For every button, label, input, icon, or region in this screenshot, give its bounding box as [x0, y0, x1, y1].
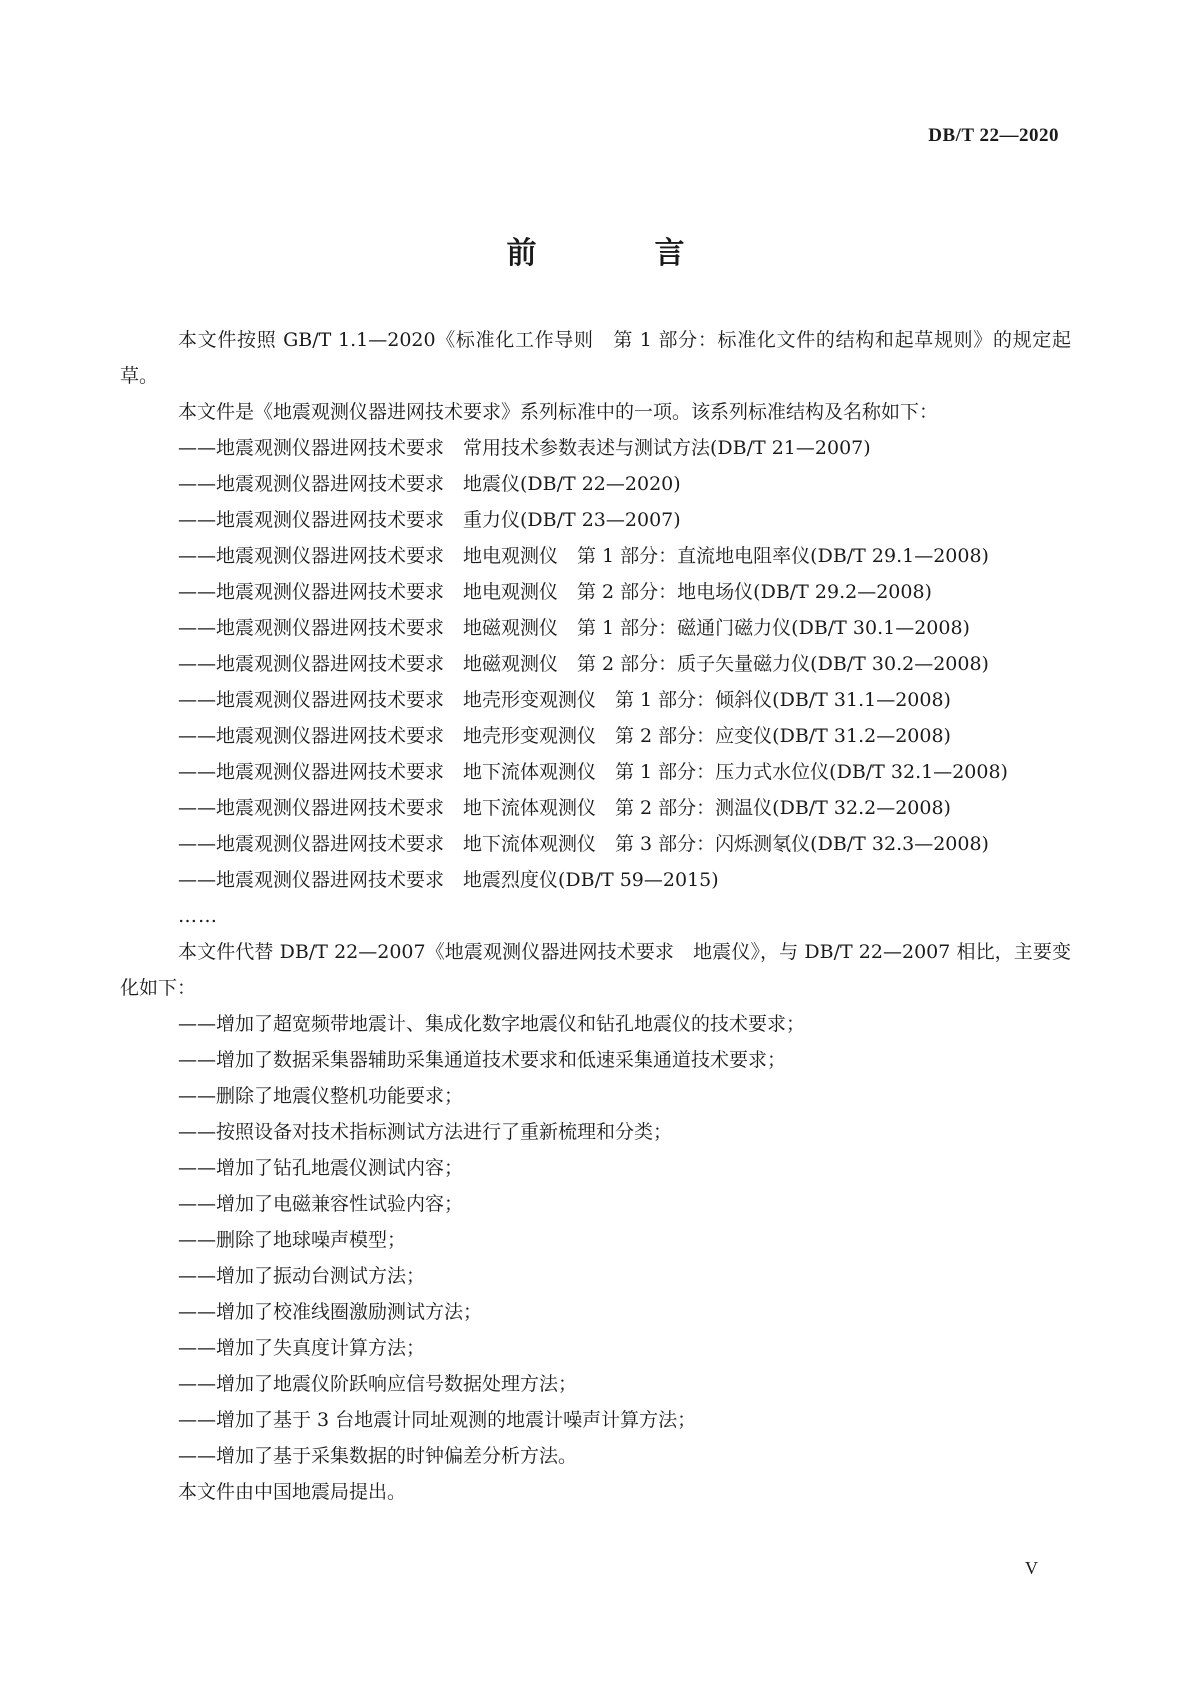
- list-item: ——删除了地球噪声模型；: [178, 1229, 407, 1251]
- series-list: [120, 430, 1071, 898]
- list-item: ——增加了基于采集数据的时钟偏差分析方法。: [178, 1445, 578, 1467]
- list-item: ——地震观测仪器进网技术要求 地磁观测仪 第 2 部分：质子矢量磁力仪(DB/T 30.2—2008): [178, 653, 989, 675]
- proposer-paragraph: 本文件由中国地震局提出。: [178, 1481, 407, 1503]
- list-item: ——地震观测仪器进网技术要求 地震烈度仪(DB/T 59—2015): [178, 869, 719, 891]
- list-item: ——地震观测仪器进网技术要求 地震仪(DB/T 22—2020): [178, 473, 681, 495]
- list-item: ——按照设备对技术指标测试方法进行了重新梳理和分类；: [178, 1121, 673, 1143]
- list-item: ——地震观测仪器进网技术要求 地壳形变观测仪 第 1 部分：倾斜仪(DB/T 31.1—2008): [178, 689, 951, 711]
- list-item: ——地震观测仪器进网技术要求 地下流体观测仪 第 3 部分：闪烁测氡仪(DB/T 32.3—2008): [178, 833, 989, 855]
- list-item: ——增加了超宽频带地震计、集成化数字地震仪和钻孔地震仪的技术要求；: [178, 1013, 806, 1035]
- list-item: ——地震观测仪器进网技术要求 地电观测仪 第 1 部分：直流地电阻率仪(DB/T 29.1—2008): [178, 545, 989, 567]
- list-item: ——增加了数据采集器辅助采集通道技术要求和低速采集通道技术要求；: [178, 1049, 787, 1071]
- page-number: V: [1025, 1558, 1038, 1578]
- list-item: ——增加了失真度计算方法；: [178, 1337, 426, 1359]
- changes-intro-paragraph: 本文件代替 DB/T 22—2007《地震观测仪器进网技术要求 地震仪》，与 DB/T 22—2007 相比，主要变化如下：: [120, 941, 1071, 999]
- list-item: ——地震观测仪器进网技术要求 地壳形变观测仪 第 2 部分：应变仪(DB/T 31.2—2008): [178, 725, 951, 747]
- list-item: ——地震观测仪器进网技术要求 重力仪(DB/T 23—2007): [178, 509, 681, 531]
- list-item: ——增加了电磁兼容性试验内容；: [178, 1193, 464, 1215]
- list-item: ——地震观测仪器进网技术要求 地磁观测仪 第 1 部分：磁通门磁力仪(DB/T 30.1—2008): [178, 617, 970, 639]
- intro-paragraph-1: 本文件按照 GB/T 1.1—2020《标准化工作导则 第 1 部分：标准化文件的结构和起草规则》的规定起草。: [120, 329, 1071, 387]
- list-item: ——增加了地震仪阶跃响应信号数据处理方法；: [178, 1373, 578, 1395]
- list-item: ——增加了钻孔地震仪测试内容；: [178, 1157, 464, 1179]
- list-item: ——增加了基于 3 台地震计同址观测的地震计噪声计算方法；: [178, 1409, 697, 1431]
- list-item: ——增加了校准线圈激励测试方法；: [178, 1301, 483, 1323]
- list-item: ——增加了振动台测试方法；: [178, 1265, 426, 1287]
- list-item: ——地震观测仪器进网技术要求 地下流体观测仪 第 2 部分：测温仪(DB/T 32.2—2008): [178, 797, 951, 819]
- changes-list: [120, 1006, 1071, 1474]
- list-item: ——地震观测仪器进网技术要求 常用技术参数表述与测试方法(DB/T 21—2007): [178, 437, 871, 459]
- document-code: DB/T 22—2020: [928, 125, 1059, 146]
- ellipsis: ……: [178, 905, 218, 927]
- page-title: 前 言: [506, 236, 729, 271]
- list-item: ——地震观测仪器进网技术要求 地电观测仪 第 2 部分：地电场仪(DB/T 29.2—2008): [178, 581, 932, 603]
- list-item: ——删除了地震仪整机功能要求；: [178, 1085, 464, 1107]
- list-item: ——地震观测仪器进网技术要求 地下流体观测仪 第 1 部分：压力式水位仪(DB/T 32.1—2008): [178, 761, 1008, 783]
- intro-paragraph-2: 本文件是《地震观测仪器进网技术要求》系列标准中的一项。该系列标准结构及名称如下：: [178, 401, 939, 423]
- foreword-body: [120, 322, 1071, 1510]
